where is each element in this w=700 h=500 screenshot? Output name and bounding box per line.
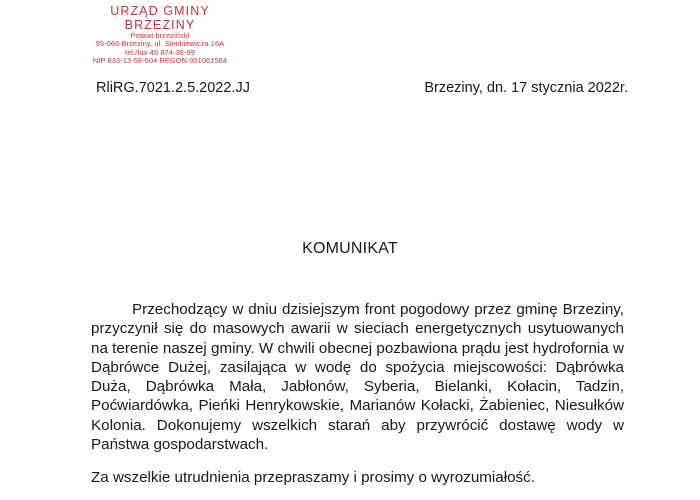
reference-number: RliRG.7021.2.5.2022.JJ xyxy=(96,80,250,96)
stamp-line-county: Powiat brzeziński xyxy=(130,31,190,40)
stamp-line-phone: tel./fax 46 874-36-99 xyxy=(125,47,195,57)
document-body xyxy=(91,300,624,454)
closing-sentence: Za wszelkie utrudnienia przepraszamy i prosimy o wyrozumiałość. xyxy=(91,469,535,486)
stamp-line-tax-ids: NIP 833-13-58-604 REGON 001061564 xyxy=(92,55,228,65)
stamp-title: URZĄD GMINY BRZEZINY xyxy=(110,4,210,32)
announcement-paragraph: Przechodzący w dniu dzisiejszym front pogodowy przez gminę Brzeziny, przyczynił się do masowych awarii w sieciach energetycznych usytuowanych na terenie naszej gminy. W chwili obecnej pozbawiona prądu jest hydrofornia w Dąbrówce Dużej, zasilająca w wodę do spożycia miejscowości: Dąbrówka Duża, Dąbrówka Mała, Jabłonów, Syberia, Bielanki, Kołacin, Tadzin, Poćwiardówka, Pieńki Henrykowskie, Marianów Kołacki, Żabieniec, Niesułków Kolonia. Dokonujemy wszelkich starań aby przywrócić dostawę wody w Państwa gospodarstwach. xyxy=(91,301,624,454)
stamp-line-address: 95-060 Brzeziny, ul. Sienkiewicza 16A xyxy=(95,39,225,49)
document-title: KOMUNIKAT xyxy=(302,240,398,257)
document-date: Brzeziny, dn. 17 stycznia 2022r. xyxy=(424,80,628,96)
office-stamp xyxy=(80,4,240,65)
